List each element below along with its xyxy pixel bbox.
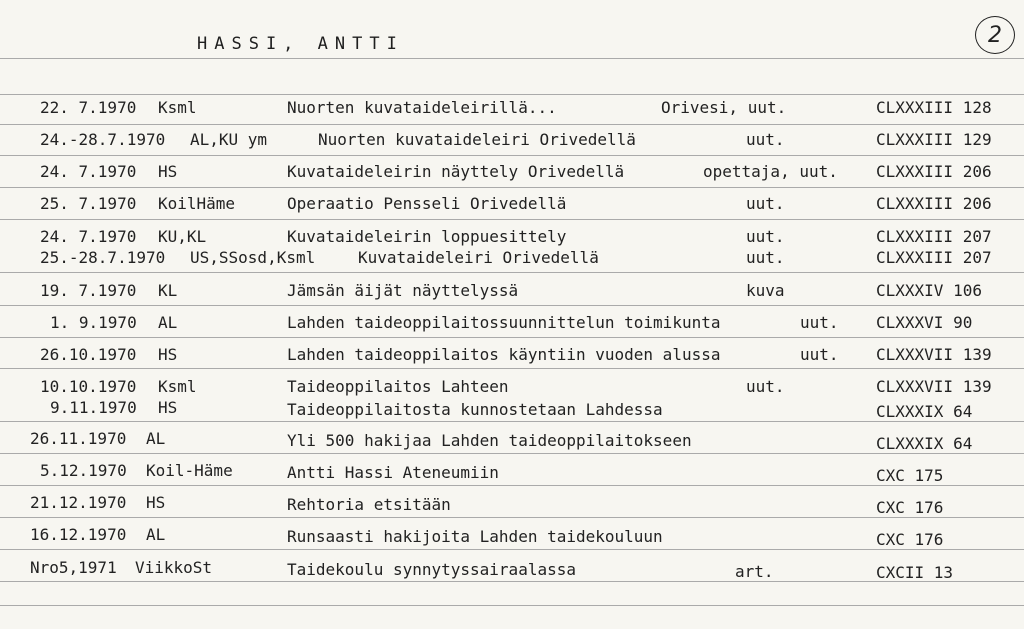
rule-line [0,453,1024,454]
entry-source: Ksml [158,98,197,117]
entry-text: Yli 500 hakijaa Lahden taideoppilaitokseen [287,431,692,450]
rule-line [0,58,1024,59]
entry-ref: CLXXXVI 90 [876,313,973,332]
entry-note: art. [735,562,774,581]
entry-text: Kuvataideleirin loppuesittely [287,227,567,246]
entry-date: 16.12.1970 [30,525,127,544]
entry-date: 24.-28.7.1970 [40,130,166,149]
entry-ref: CLXXXIII 206 [876,162,992,181]
rule-line [0,124,1024,125]
rule-line [0,485,1024,486]
rule-line [0,94,1024,95]
entry-date: 9.11.1970 [50,398,137,417]
card-title: HASSI, ANTTI [197,34,404,54]
entry-ref: CLXXXIX 64 [876,402,973,421]
entry-source: US,SSosd,Ksml [190,248,316,267]
entry-text: Runsaasti hakijoita Lahden taidekouluun [287,527,663,546]
entry-date: 5.12.1970 [40,461,127,480]
entry-note: uut. [746,377,785,396]
entry-source: KoilHäme [158,194,236,213]
rule-line [0,305,1024,306]
rule-line [0,368,1024,369]
entry-source: Ksml [158,377,197,396]
entry-note: uut. [800,313,839,332]
rule-line [0,421,1024,422]
entry-date: 22. 7.1970 [40,98,137,117]
rule-line [0,187,1024,188]
card-number: 2 [975,16,1015,54]
entry-text: Taidekoulu synnytyssairaalassa [287,560,576,579]
entry-ref: CLXXXIV 106 [876,281,982,300]
entry-ref: CLXXXVII 139 [876,345,992,364]
entry-note: uut. [800,345,839,364]
entry-ref: CXC 175 [876,466,944,485]
entry-date: 24. 7.1970 [40,162,137,181]
entry-ref: CLXXXIII 207 [876,248,992,267]
entry-source: KL [158,281,178,300]
entry-text: Rehtoria etsitään [287,495,451,514]
entry-source: HS [158,345,178,364]
entry-text: Nuorten kuvataideleiri Orivedellä [318,130,636,149]
entry-date: 1. 9.1970 [50,313,137,332]
entry-ref: CLXXXIII 129 [876,130,992,149]
entry-note: kuva [746,281,785,300]
entry-source: HS [146,493,166,512]
entry-date: 26.11.1970 [30,429,127,448]
entry-date: 24. 7.1970 [40,227,137,246]
entry-ref: CXC 176 [876,498,944,517]
entry-note: uut. [746,227,785,246]
entry-date: 25. 7.1970 [40,194,137,213]
entry-note: opettaja, uut. [703,162,838,181]
entry-date: 26.10.1970 [40,345,137,364]
entry-source: HS [158,398,178,417]
entry-text: Antti Hassi Ateneumiin [287,463,499,482]
entry-text: Lahden taideoppilaitossuunnittelun toimikunta [287,313,721,332]
entry-note: uut. [746,194,785,213]
entry-source: AL [158,313,178,332]
entry-date: 19. 7.1970 [40,281,137,300]
entry-text: Kuvataideleiri Orivedellä [358,248,599,267]
rule-line [0,581,1024,582]
entry-source: ViikkoSt [135,558,213,577]
entry-text: Taideoppilaitos Lahteen [287,377,509,396]
entry-ref: CLXXXVII 139 [876,377,992,396]
entry-date: 10.10.1970 [40,377,137,396]
rule-line [0,605,1024,606]
entry-text: Kuvataideleirin näyttely Orivedellä [287,162,625,181]
entry-ref: CLXXXIX 64 [876,434,973,453]
entry-source: Koil-Häme [146,461,233,480]
rule-line [0,272,1024,273]
entry-note: uut. [746,248,785,267]
entry-text: Taideoppilaitosta kunnostetaan Lahdessa [287,400,663,419]
entry-ref: CLXXXIII 207 [876,227,992,246]
entry-ref: CXC 176 [876,530,944,549]
rule-line [0,517,1024,518]
entry-date: 21.12.1970 [30,493,127,512]
entry-date: 25.-28.7.1970 [40,248,166,267]
entry-ref: CLXXXIII 128 [876,98,992,117]
rule-line [0,155,1024,156]
entry-note: uut. [746,130,785,149]
entry-text: Jämsän äijät näyttelyssä [287,281,519,300]
entry-ref: CLXXXIII 206 [876,194,992,213]
entry-source: AL,KU ym [190,130,268,149]
entry-ref: CXCII 13 [876,563,954,582]
entry-note: Orivesi, uut. [661,98,787,117]
entry-text: Operaatio Pensseli Orivedellä [287,194,567,213]
entry-source: AL [146,525,166,544]
rule-line [0,219,1024,220]
entry-source: AL [146,429,166,448]
entry-source: HS [158,162,178,181]
entry-source: KU,KL [158,227,207,246]
entry-date: Nro5,1971 [30,558,117,577]
rule-line [0,337,1024,338]
entry-text: Lahden taideoppilaitos käyntiin vuoden alussa [287,345,721,364]
entry-text: Nuorten kuvataideleirillä... [287,98,557,117]
rule-line [0,549,1024,550]
